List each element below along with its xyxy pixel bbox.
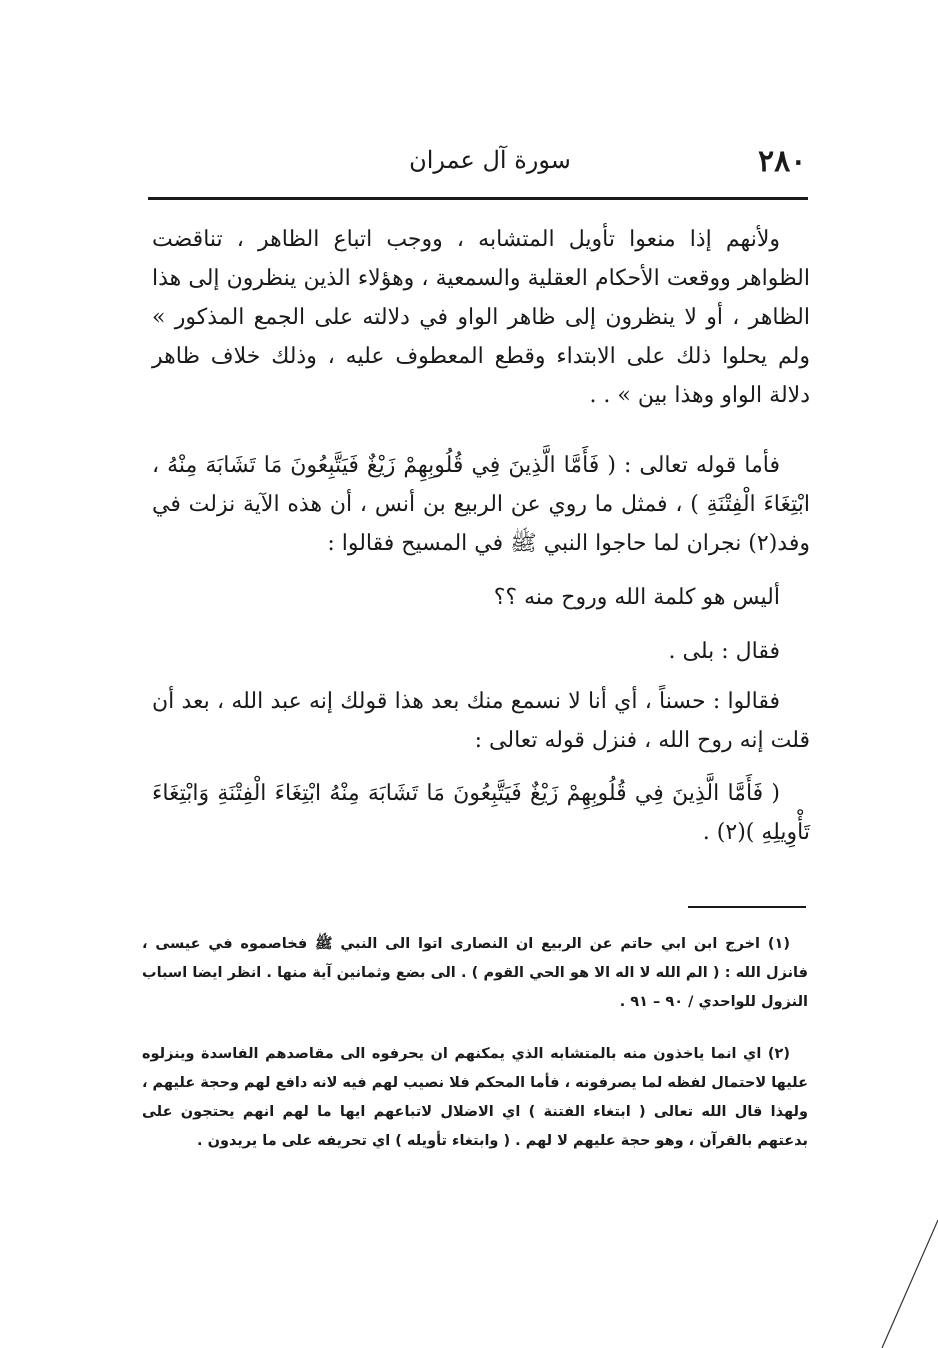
paragraph-4: فقال : بلى .	[668, 639, 780, 664]
paragraph-6: ( فَأَمَّا الَّذِينَ فِي قُلُوبِهِمْ زَيْغٌ فَيَتَّبِعُونَ مَا تَشَابَهَ مِنْهُ ابْتِغَاءَ الْفِتْنَةِ وَابْتِغَاءَ تَأْوِيلِهِ )(٢) .	[152, 781, 810, 845]
footnote-1: (١) اخرج ابن ابي حاتم عن الربيع ان النصارى اتوا الى النبي ﷺ فخاصموه في عيسى ، فانزل الله : ( الم الله لا اله الا هو الحي القوم ) . الى بضع وثمانين آية منها . انظر ايضا اسباب النزول للواحدي / ٩٠ – ٩١ .	[142, 936, 808, 1010]
paragraph-2: فأما قوله تعالى : ( فَأَمَّا الَّذِينَ فِي قُلُوبِهِمْ زَيْغٌ فَيَتَّبِعُونَ مَا تَشَابَهَ مِنْهُ ، ابْتِغَاءَ الْفِتْنَةِ ) ، فمثل ما روي عن الربيع بن أنس ، أن هذه الآية نزلت في وفد(٢) نجران لما حاجوا النبي ﷺ في المسيح فقالوا :	[152, 453, 810, 556]
footnote-2: (٢) اي انما ياخذون منه بالمتشابه الذي يمكنهم ان يحرفوه الى مقاصدهم الفاسدة وينزلوه عليها لاحتمال لفظه لما يصرفونه ، فأما المحكم فلا نصيب لهم فيه لانه دافع لهم وحجة عليهم ، ولهذا قال الله تعالى ( ابتغاء الفتنة ) اي الاضلال لاتباعهم ايها ما لهم انهم يحتجون على بدعتهم بالقرآن ، وهو حجة عليهم لا لهم . ( وابتغاء تأويله ) اي تحريفه على ما يريدون .	[142, 1046, 808, 1149]
page-title: سورة آل عمران	[409, 146, 571, 174]
paragraph-5: فقالوا : حسناً ، أي أنا لا نسمع منك بعد هذا قولك إنه عبد الله ، بعد أن قلت إنه روح الله ، فنزل قوله تعالى :	[152, 689, 810, 753]
paragraph-3: أليس هو كلمة الله وروح منه ؟؟	[493, 585, 780, 610]
page-number: ٢٨٠	[758, 144, 807, 179]
paragraph-1: ولأنهم إذا منعوا تأويل المتشابه ، ووجب اتباع الظاهر ، تناقضت الظواهر ووقعت الأحكام العقلية والسمعية ، وهؤلاء الذين ينظرون إلى هذا الظاهر ، أو لا ينظرون إلى ظاهر الواو في دلالته على الجمع المذكور » ولم يحلوا ذلك على الابتداء وقطع المعطوف عليه ، وذلك خلاف ظاهر دلالة الواو وهذا بين » . .	[152, 227, 810, 408]
